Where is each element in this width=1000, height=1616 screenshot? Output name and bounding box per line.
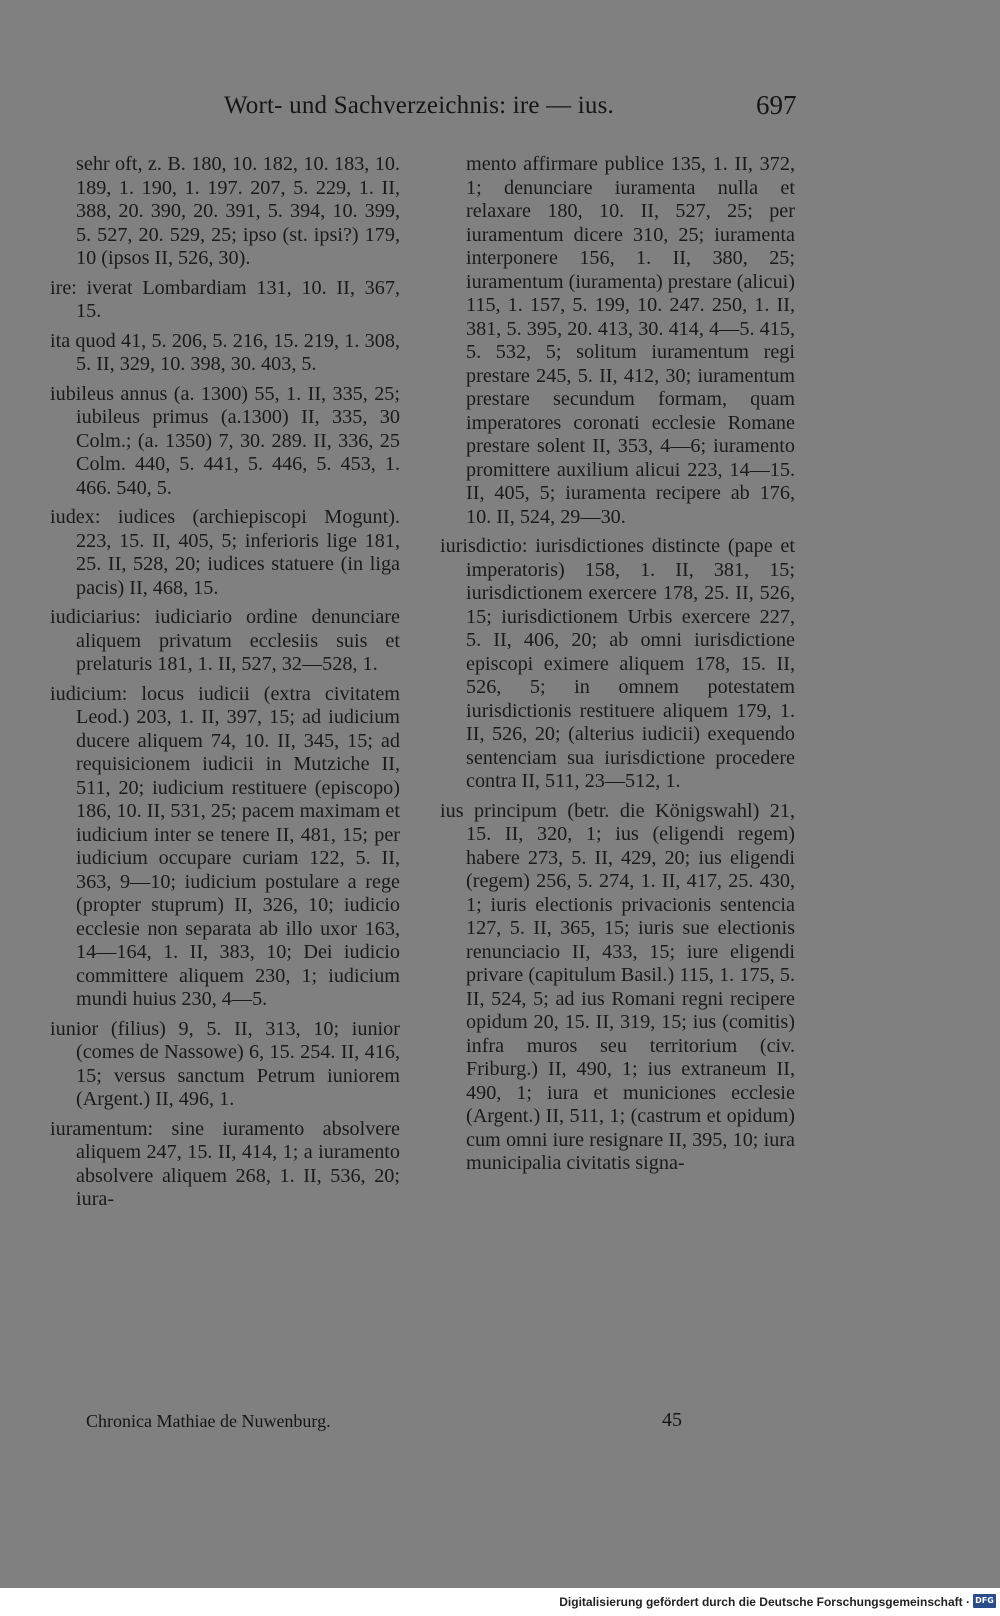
index-entry: iubileus annus (a. 1300) 55, 1. II, 335, 25; iubileus primus (a.1300) II, 335, 30 Colm.; (a. 1350) 7, 30. 289. II, 336, 25 Colm. 440, 5. 441, 5. 446, 5. 453, 1. 466. 540, 5.: [50, 382, 400, 499]
funding-credit: Digitalisierung gefördert durch die Deutsche Forschungsgemeinschaft ·: [559, 1595, 970, 1609]
left-column: [50, 153, 400, 1218]
index-entry: iudex: iudices (archiepiscopi Mogunt). 223, 15. II, 405, 5; inferioris lige 181, 25. II, 528, 20; iudices statuere (in liga pacis) II, 468, 15.: [50, 506, 400, 599]
index-entry: iunior (filius) 9, 5. II, 313, 10; iunior (comes de Nassowe) 6, 15. 254. II, 416, 15; versus sanctum Petrum iuniorem (Argent.) II, 496, 1.: [50, 1017, 400, 1110]
signature-line: Chronica Mathiae de Nuwenburg.: [86, 1411, 331, 1431]
index-entry: iudicium: locus iudicii (extra civitatem Leod.) 203, 1. II, 397, 15; ad iudicium ducere aliquem 74, 10. II, 345, 15; ad requisicionem iudicii in Mutziche II, 511, 20; iudicium restituere (episcopo) 186, 10. II, 531, 25; pacem maximam et iudicium inter se tenere II, 481, 15; per iudicium occupare curiam 122, 5. II, 363, 9—10; iudicium postulare a rege (propter stuprum) II, 326, 10; iudicio ecclesie non separata ab illo uxor 163, 14—164, 1. II, 383, 10; Dei iudicio committere aliquem 230, 1; iudicium mundi huius 230, 4—5.: [50, 682, 400, 1010]
running-head: Wort- und Sachverzeichnis: ire — ius.: [224, 92, 615, 119]
index-entry: iudiciarius: iudiciario ordine denunciare aliquem privatum ecclesiis suis et prelaturis 181, 1. II, 527, 32—528, 1.: [50, 606, 400, 675]
right-column: [440, 153, 795, 1182]
credit-bar: [0, 1588, 1000, 1616]
page-number: 697: [756, 90, 797, 120]
index-entry: iuramentum: sine iuramento absolvere aliquem 247, 15. II, 414, 1; a iuramento absolvere aliquem 268, 1. II, 536, 20; iura-: [50, 1117, 400, 1210]
index-entry: ire: iverat Lombardiam 131, 10. II, 367, 15.: [50, 276, 400, 322]
page-header: [0, 88, 1000, 128]
index-entry: ita quod 41, 5. 206, 5. 216, 15. 219, 1. 308, 5. II, 329, 10. 398, 30. 403, 5.: [50, 329, 400, 375]
index-entry: iurisdictio: iurisdictiones distincte (pape et imperatoris) 158, 1. II, 381, 15; iurisdictionem exercere 178, 25. II, 526, 15; iurisdictionem Urbis exercere 227, 5. II, 406, 20; ab omni iurisdictione episcopi eximere aliquem 178, 15. II, 526, 5; in omnem potestatem iurisdictionis restituere aliquem 179, 1. II, 526, 20; (alterius iudicii) exequendo sentenciam sua iurisdictione procedere contra II, 511, 23—512, 1.: [440, 535, 795, 792]
sheet-signature: 45: [662, 1409, 682, 1431]
index-entry: ius principum (betr. die Königswahl) 21, 15. II, 320, 1; ius (eligendi regem) habere 273, 5. II, 429, 20; ius eligendi (regem) 256, 5. 274, 1. II, 417, 25. 430, 1; iuris electionis privacionis sentencia 127, 5. II, 365, 15; iuris sue electionis renunciacio II, 433, 15; iure eligendi privare (capitulum Basil.) 115, 1. 175, 5. II, 524, 5; ad ius Romani regni recipere opidum 20, 15. II, 319, 15; ius (comitis) infra muros seu territorium (civ. Friburg.) II, 490, 1; ius extraneum II, 490, 1; iura et municiones ecclesie (Argent.) II, 511, 1; (castrum et opidum) cum omni iure resignare II, 395, 10; iura municipalia civitatis signa-: [440, 799, 795, 1174]
index-entry: mento affirmare publice 135, 1. II, 372, 1; denunciare iuramenta nulla et relaxare 180, 10. II, 527, 25; per iuramentum dicere 310, 25; iuramenta interponere 156, 1. II, 380, 25; iuramentum (iuramenta) prestare (alicui) 115, 1. 157, 5. 199, 10. 247. 250, 1. II, 381, 5. 395, 20. 413, 30. 414, 4—5. 415, 5. 532, 5; solitum iuramentum regi prestare 245, 5. II, 412, 30; iuramentum prestare secundum formam, quam imperatores coronati ecclesie Romane prestare solent II, 353, 4—6; iuramento promittere auxilium alicui 223, 14—15. II, 405, 5; iuramenta recipere ab 176, 10. II, 524, 29—30.: [466, 153, 796, 528]
index-entry: sehr oft, z. B. 180, 10. 182, 10. 183, 10. 189, 1. 190, 1. 197. 207, 5. 229, 1. II, 388, 20. 390, 20. 391, 5. 394, 10. 399, 5. 527, 20. 529, 25; ipso (st. ipsi?) 179, 10 (ipsos II, 526, 30).: [76, 153, 400, 269]
dfg-logo-icon: DFG: [973, 1594, 996, 1608]
